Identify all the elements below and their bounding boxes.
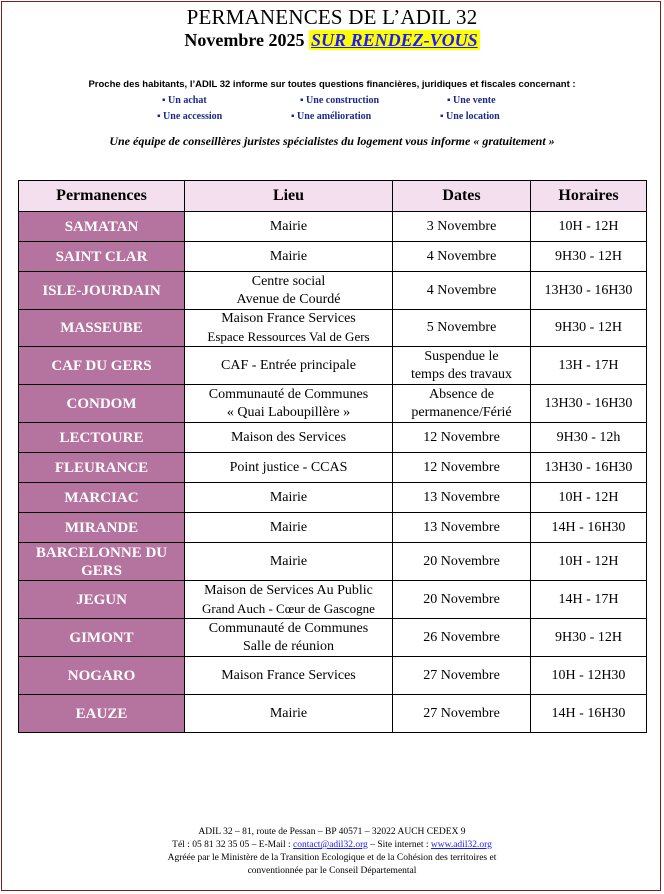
footer xyxy=(0,826,664,878)
date-line-1: 27 Novembre xyxy=(423,667,500,683)
table-row xyxy=(19,242,647,272)
date-cell xyxy=(393,212,531,242)
permanence-cell: EAUZE xyxy=(19,695,185,733)
lieu-cell xyxy=(185,453,393,483)
horaires-cell: 14H - 16H30 xyxy=(531,695,647,733)
horaires-cell: 13H30 - 16H30 xyxy=(531,453,647,483)
table-row xyxy=(19,385,647,423)
horaires-cell: 13H30 - 16H30 xyxy=(531,385,647,423)
footer-contact xyxy=(0,839,664,852)
date-line-1: Suspendue le xyxy=(424,348,499,364)
footer-address: ADIL 32 – 81, route de Pessan – BP 40571 – 32022 AUCH CEDEX 9 xyxy=(198,827,466,837)
permanence-cell: JEGUN xyxy=(19,581,185,619)
lieu-line-2: « Quai Laboupillère » xyxy=(226,404,351,420)
header-permanences: Permanences xyxy=(19,181,185,212)
lieu-line-1: Mairie xyxy=(269,248,308,264)
lieu-cell xyxy=(185,385,393,423)
table-row xyxy=(19,212,647,242)
date-line-1: 3 Novembre xyxy=(426,218,497,234)
date-cell xyxy=(393,347,531,385)
date-line-1: 4 Novembre xyxy=(426,282,497,298)
subtitle-highlight: SUR RENDEZ-VOUS xyxy=(311,30,478,50)
permanence-cell: MASSEUBE xyxy=(19,310,185,347)
table-row xyxy=(19,513,647,543)
permanence-cell: SAMATAN xyxy=(19,212,185,242)
page-subtitle xyxy=(0,30,664,51)
table-row xyxy=(19,483,647,513)
date-line-1: 20 Novembre xyxy=(423,591,500,607)
lieu-cell xyxy=(185,272,393,310)
lieu-cell xyxy=(185,310,393,347)
date-line-2: temps des travaux xyxy=(410,366,513,382)
permanence-cell: CONDOM xyxy=(19,385,185,423)
horaires-cell: 10H - 12H xyxy=(531,483,647,513)
date-cell xyxy=(393,242,531,272)
table-row xyxy=(19,423,647,453)
horaires-cell: 14H - 16H30 xyxy=(531,513,647,543)
date-cell xyxy=(393,385,531,423)
date-line-1: 13 Novembre xyxy=(423,489,500,505)
date-cell xyxy=(393,272,531,310)
date-cell xyxy=(393,453,531,483)
schedule-table xyxy=(18,180,647,733)
horaires-cell: 13H30 - 16H30 xyxy=(531,272,647,310)
footer-approval-2: conventionnée par le Conseil Départemental xyxy=(247,866,417,876)
lieu-line-1: Communauté de Communes xyxy=(208,386,369,402)
date-cell xyxy=(393,581,531,619)
bullet-item: ▪ Une accession xyxy=(157,111,223,122)
date-cell xyxy=(393,657,531,695)
table-row xyxy=(19,619,647,657)
permanence-cell: SAINT CLAR xyxy=(19,242,185,272)
table-row xyxy=(19,657,647,695)
lieu-line-2: Avenue de Courdé xyxy=(236,291,341,307)
horaires-cell: 13H - 17H xyxy=(531,347,647,385)
horaires-cell: 10H - 12H30 xyxy=(531,657,647,695)
date-line-1: 4 Novembre xyxy=(426,248,497,264)
header-horaires: Horaires xyxy=(531,181,647,212)
lieu-cell xyxy=(185,543,393,581)
lieu-line-1: Maison France Services xyxy=(221,311,356,326)
table-row xyxy=(19,310,647,347)
table-row xyxy=(19,453,647,483)
lieu-cell xyxy=(185,483,393,513)
date-line-1: 27 Novembre xyxy=(423,705,500,721)
lieu-line-1: Mairie xyxy=(269,519,308,535)
bullet-item: ▪ Une location xyxy=(440,111,500,122)
date-cell xyxy=(393,695,531,733)
date-cell xyxy=(393,619,531,657)
bullet-item: ▪ Une vente xyxy=(447,95,496,106)
table-row xyxy=(19,272,647,310)
lieu-cell xyxy=(185,513,393,543)
footer-tel: Tél : 05 81 32 35 05 – E-Mail : xyxy=(172,840,291,850)
footer-approval-1: Agréée par le Ministère de la Transition Ecologique et de la Cohésion des territoires et xyxy=(167,853,497,863)
team-statement: Une équipe de conseillères juristes spécialistes du logement vous informe « gratuitement » xyxy=(109,134,555,148)
date-cell xyxy=(393,310,531,347)
permanence-cell: FLEURANCE xyxy=(19,453,185,483)
permanence-cell: LECTOURE xyxy=(19,423,185,453)
permanence-cell: ISLE-JOURDAIN xyxy=(19,272,185,310)
lieu-cell xyxy=(185,695,393,733)
bullet-item: ▪ Un achat xyxy=(162,95,207,106)
lieu-line-1: Maison France Services xyxy=(221,667,356,683)
lieu-cell xyxy=(185,212,393,242)
permanence-cell: MIRANDE xyxy=(19,513,185,543)
date-cell xyxy=(393,513,531,543)
lieu-line-1: Centre social xyxy=(251,273,326,289)
page-title: PERMANENCES DE L’ADIL 32 xyxy=(186,5,478,29)
permanence-cell: MARCIAC xyxy=(19,483,185,513)
horaires-cell: 14H - 17H xyxy=(531,581,647,619)
permanence-cell: CAF DU GERS xyxy=(19,347,185,385)
date-cell xyxy=(393,483,531,513)
footer-site-label: – Site internet : xyxy=(370,840,429,850)
email-link[interactable]: contact@adil32.org xyxy=(293,840,368,850)
date-line-2: permanence/Férié xyxy=(411,404,512,420)
date-line-1: Absence de xyxy=(429,386,494,402)
lieu-line-1: Maison de Services Au Public xyxy=(204,582,373,598)
table-row xyxy=(19,695,647,733)
lieu-line-1: Maison des Services xyxy=(230,429,347,445)
table-row xyxy=(19,581,647,619)
horaires-cell: 9H30 - 12H xyxy=(531,619,647,657)
horaires-cell: 9H30 - 12H xyxy=(531,242,647,272)
horaires-cell: 10H - 12H xyxy=(531,543,647,581)
lieu-line-1: Mairie xyxy=(269,553,308,569)
lieu-cell xyxy=(185,242,393,272)
bullet-item: ▪ Une amélioration xyxy=(291,111,372,122)
header-lieu: Lieu xyxy=(185,181,393,212)
lieu-cell xyxy=(185,423,393,453)
lieu-line-1: Mairie xyxy=(269,489,308,505)
permanence-cell: NOGARO xyxy=(19,657,185,695)
date-cell xyxy=(393,543,531,581)
lieu-line-1: Point justice - CCAS xyxy=(229,459,348,475)
lieu-line-2: Salle de réunion xyxy=(243,638,334,654)
date-line-1: 12 Novembre xyxy=(423,429,500,445)
website-link[interactable]: www.adil32.org xyxy=(430,840,492,850)
lieu-cell xyxy=(185,581,393,619)
lieu-line-1: Mairie xyxy=(269,218,308,234)
date-line-1: 12 Novembre xyxy=(423,459,500,475)
table-row xyxy=(19,543,647,581)
date-line-1: 20 Novembre xyxy=(423,553,500,569)
table-header-row xyxy=(19,181,647,212)
lieu-line-1: Mairie xyxy=(269,705,308,721)
header-dates: Dates xyxy=(393,181,531,212)
lieu-line-1: CAF - Entrée principale xyxy=(221,357,356,373)
permanence-cell: BARCELONNE DU GERS xyxy=(19,543,185,581)
horaires-cell: 10H - 12H xyxy=(531,212,647,242)
table-row xyxy=(19,347,647,385)
bullet-item: ▪ Une construction xyxy=(300,95,380,106)
date-line-1: 5 Novembre xyxy=(426,320,497,335)
lieu-cell xyxy=(185,347,393,385)
lieu-line-1: Communauté de Communes xyxy=(208,620,369,636)
lieu-line-2: Espace Ressources Val de Gers xyxy=(207,329,370,344)
date-cell xyxy=(393,423,531,453)
lieu-cell xyxy=(185,657,393,695)
lieu-line-2: Grand Auch - Cœur de Gascogne xyxy=(202,600,375,616)
horaires-cell: 9H30 - 12h xyxy=(531,423,647,453)
intro-text: Proche des habitants, l’ADIL 32 informe sur toutes questions financières, juridiques et fiscales concernant : xyxy=(88,79,576,90)
subtitle-month: Novembre 2025 xyxy=(184,30,305,50)
lieu-cell xyxy=(185,619,393,657)
permanence-cell: GIMONT xyxy=(19,619,185,657)
date-line-1: 26 Novembre xyxy=(423,629,500,645)
horaires-cell: 9H30 - 12H xyxy=(531,310,647,347)
date-line-1: 13 Novembre xyxy=(423,519,500,535)
